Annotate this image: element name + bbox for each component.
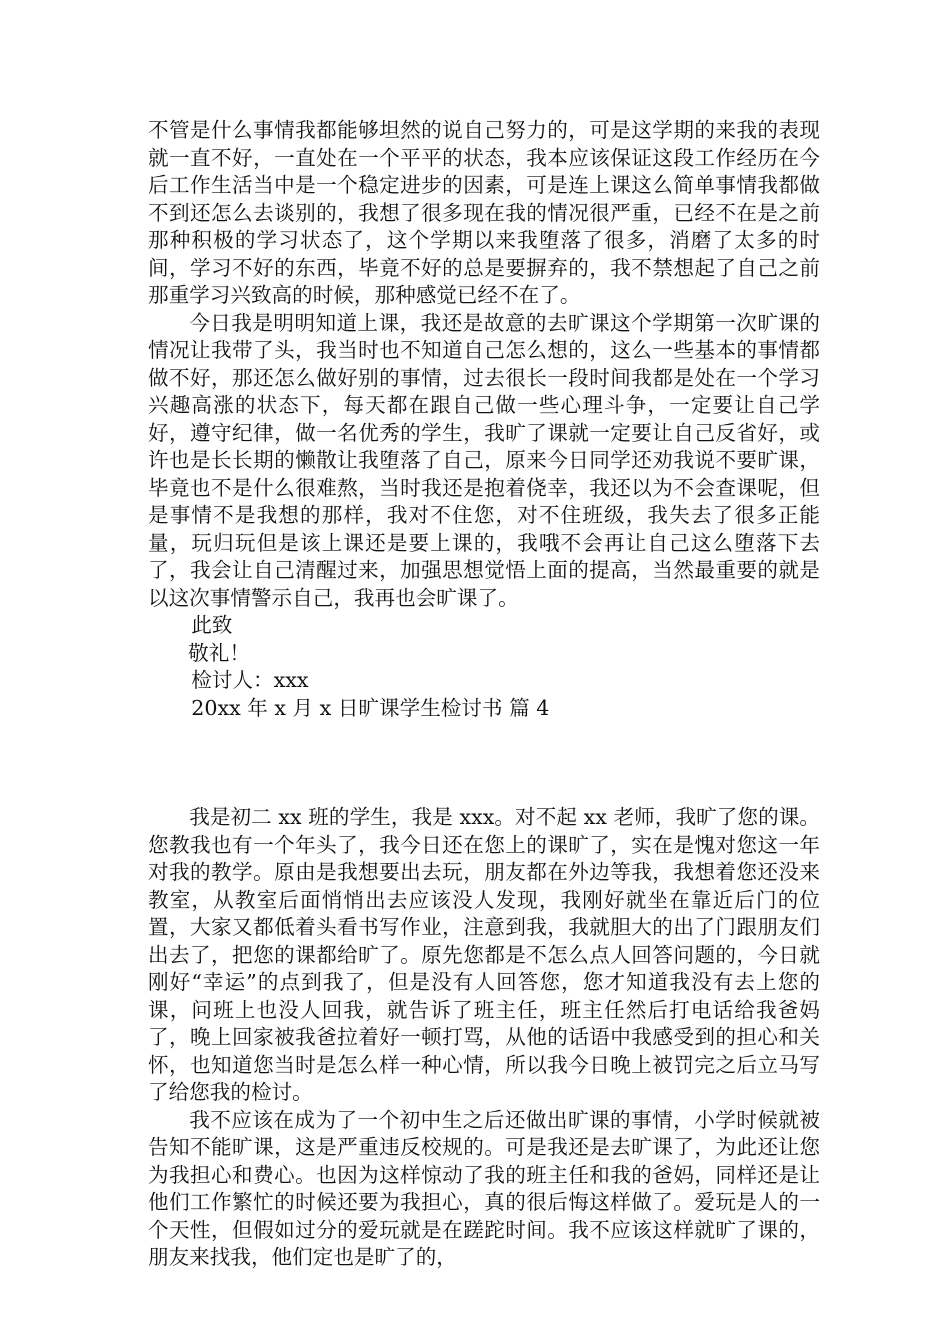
- date-title-line: 20xx 年 x 月 x 日旷课学生检讨书 篇 4: [191, 695, 550, 720]
- signer-line: 检讨人：xxx: [191, 668, 309, 692]
- closing-salutation: 此致: [191, 613, 233, 637]
- body-paragraph-1: 不管是什么事情我都能够坦然的说自己努力的，可是这学期的来我的表现就一直不好，一直处在一个平平的状态，我本应该保证这段工作经历在今后工作生活当中是一个稳定进步的因素，可是连上课这么简单事情我都做不到还怎么去谈别的，我想了很多现在我的情况很严重，已经不在是之前那种积极的学习状态了，这个学期以来我堕落了很多，消磨了太多的时间，学习不好的东西，毕竟不好的总是要摒弃的，我不禁想起了自己之前那重学习兴致高的时候，那种感觉已经不在了。: [148, 118, 820, 307]
- body-paragraph-2: 今日我是明明知道上课，我还是故意的去旷课这个学期第一次旷课的情况让我带了头，我当时也不知道自己怎么想的，这么一些基本的事情都做不好，那还怎么做好别的事情，过去很长一段时间我都是处在一个学习兴趣高涨的状态下，每天都在跟自己做一些心理斗争，一定要让自己学好，遵守纪律，做一名优秀的学生，我旷了课就一定要让自己反省好，或许也是长长期的懒散让我堕落了自己，原来今日同学还劝我说不要旷课，毕竟也不是什么很难熬，当时我还是抱着侥幸，我还以为不会查课呢，但是事情不是我想的那样，我对不住您，对不住班级，我失去了很多正能量，玩归玩但是该上课还是要上课的，我哦不会再让自己这么堕落下去了，我会让自己清醒过来，加强思想觉悟上面的提高，当然最重要的就是以这次事情警示自己，我再也会旷课了。: [148, 310, 820, 610]
- section-gap: [148, 722, 820, 804]
- body-paragraph-4: 我不应该在成为了一个初中生之后还做出旷课的事情，小学时候就被告知不能旷课，这是严重违反校规的。可是我还是去旷课了，为此还让您为我担心和费心。也因为这样惊动了我的班主任和我的爸妈，同样还是让他们工作繁忙的时候还要为我担心，真的很后悔这样做了。爱玩是人的一个天性，但假如过分的爱玩就是在蹉跎时间。我不应该这样就旷了课的，朋友来找我，他们定也是旷了的，: [148, 1107, 820, 1269]
- body-paragraph-3: 我是初二 xx 班的学生，我是 xxx。对不起 xx 老师，我旷了您的课。您教我也有一个年头了，我今日还在您上的课旷了，实在是愧对您这一年对我的教学。原由是我想要出去玩，朋友都在外边等我，我想着您还没来教室，从教室后面悄悄出去应该没人发现，我刚好就坐在靠近后门的位置，大家又都低着头看书写作业，注意到我，我就胆大的出了门跟朋友们出去了，把您的课都给旷了。原先您都是不怎么点人回答问题的，今日就刚好“幸运”的点到我了，但是没有人回答您，您才知道我没有去上您的课，问班上也没人回我，就告诉了班主任，班主任然后打电话给我爸妈了，晚上回家被我爸拉着好一顿打骂，从他的话语中我感受到的担心和关怀，也知道您当时是怎么样一种心情，所以我今日晚上被罚完之后立马写了给您我的检讨。: [148, 805, 820, 1104]
- closing-regards: 敬礼！: [188, 640, 250, 665]
- document-page: [148, 117, 820, 1272]
